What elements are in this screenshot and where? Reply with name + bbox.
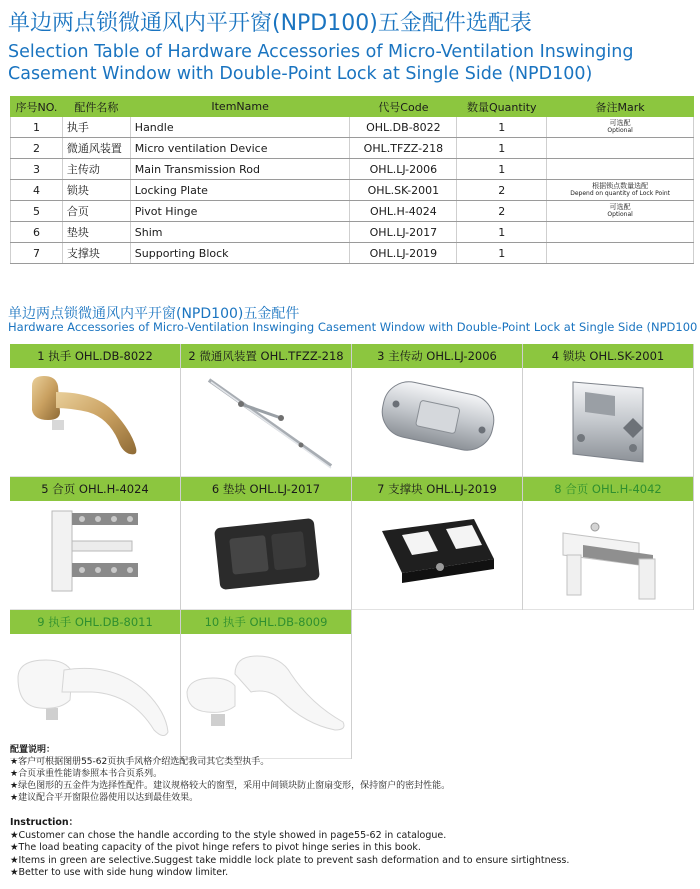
row-no: 3 [11,159,63,180]
row-no: 6 [11,222,63,243]
row-code: OHL.LJ-2017 [350,222,457,243]
row-no: 2 [11,138,63,159]
gallery-row-1 [10,344,694,477]
gallery-cell-5 [10,477,181,610]
row-no: 7 [11,243,63,264]
row-mark-zh: 根据锁点数量选配 [592,182,649,190]
notes-zh-heading: 配置说明： [10,745,56,755]
selection-table [10,96,694,264]
gallery-label-7: 7 支撑块 OHL.LJ-2019 [352,477,522,501]
notes-zh-line: ★客户可根据图册55-62页执手风格介绍选配我司其它类型执手。 [10,757,270,767]
row-mark [547,243,694,264]
header-item-name: ItemName [130,97,350,117]
row-name-zh: 锁块 [62,180,130,201]
notes-en-line: ★The load beating capacity of the pivot hinge refers to pivot hinge series in this book. [10,842,421,853]
ventilation-device-image [181,368,351,477]
gallery-label-6: 6 垫块 OHL.LJ-2017 [181,477,351,501]
gallery-cell-6 [181,477,352,610]
row-mark [547,117,694,138]
notes-en-line: ★Items in green are selective.Suggest take middle lock plate to prevent sash deformation and to ensure sirtightness. [10,854,570,866]
gallery-label-5: 5 合页 OHL.H-4024 [10,477,180,501]
table-header-row [11,97,694,117]
row-code: OHL.TFZZ-218 [350,138,457,159]
header-name-zh: 配件名称 [62,97,130,117]
notes-en-heading: Instruction： [10,817,79,828]
row-code: OHL.LJ-2019 [350,243,457,264]
white-hinge-image [523,501,693,610]
notes-en-line: ★Customer can chose the handle according to the style showed in page55-62 in catalogue. [10,829,447,841]
gallery-label-3: 3 主传动 OHL.LJ-2006 [352,344,522,368]
row-code: OHL.LJ-2006 [350,159,457,180]
row-mark-en: Optional [607,127,633,134]
row-quantity: 1 [457,159,547,180]
row-name-zh: 合页 [62,201,130,222]
row-mark-en: Depend on quantity of Lock Point [570,190,671,197]
gallery-label-2: 2 微通风装置 OHL.TFZZ-218 [181,344,351,368]
header-mark: 备注Mark [547,97,694,117]
notes-zh-line: ★绿色图形的五金件为选择性配件。建议规格较大的窗型，采用中间锁块防止窗扇变形，保持窗户的密封性能。 [10,781,451,791]
row-mark-zh: 可选配 [609,203,631,211]
gallery-label-8: 8 合页 OHL.H-4042 [523,477,693,501]
table-row [11,180,694,201]
gallery-row-3 [10,610,694,759]
row-name-en: Locking Plate [130,180,350,201]
accessory-gallery [10,344,694,759]
header-quantity: 数量Quantity [457,97,547,117]
row-quantity: 1 [457,138,547,159]
row-mark [547,159,694,180]
table-row [11,138,694,159]
row-mark [547,201,694,222]
row-name-zh: 主传动 [62,159,130,180]
header-no: 序号NO. [11,97,63,117]
row-no: 5 [11,201,63,222]
table-row [11,201,694,222]
gallery-cell-1 [10,344,181,477]
gallery-label-10: 10 执手 OHL.DB-8009 [181,610,351,634]
gallery-cell-2 [181,344,352,477]
instruction-notes-en [10,817,569,880]
notes-en-line: ★Better to use with side hung window limiter. [10,867,229,878]
pivot-hinge-image [10,501,180,610]
gallery-cell-7 [352,477,523,610]
row-no: 4 [11,180,63,201]
row-name-zh: 微通风装置 [62,138,130,159]
row-quantity: 2 [457,180,547,201]
row-code: OHL.H-4024 [350,201,457,222]
page-title-en: Selection Table of Hardware Accessories of Micro-Ventilation Inswinging Casement Window with Double-Point Lock at Single Side (NPD100) [8,42,634,84]
row-code: OHL.DB-8022 [350,117,457,138]
locking-plate-image [523,368,693,477]
supporting-block-image [352,501,522,610]
table-row [11,243,694,264]
white-handle-image [10,634,180,759]
row-quantity: 1 [457,117,547,138]
gallery-label-9: 9 执手 OHL.DB-8011 [10,610,180,634]
gallery-cell-8 [523,477,694,610]
row-name-en: Handle [130,117,350,138]
gallery-cell-3 [352,344,523,477]
notes-zh-line: ★合页承重性能请参照本书合页系列。 [10,769,163,779]
transmission-rod-image [352,368,522,477]
gallery-cell-10 [181,610,352,759]
row-mark-en: Optional [607,211,633,218]
notes-zh-line: ★建议配合平开窗限位器使用以达到最佳效果。 [10,793,199,803]
section-title-en: Hardware Accessories of Micro-Ventilation Inswinging Casement Window with Double-Point Lock at Single Side (NPD100 [8,320,698,334]
table-row [11,222,694,243]
row-mark [547,180,694,201]
shim-image [181,501,351,610]
config-notes-zh [10,744,450,804]
row-mark [547,138,694,159]
table-row [11,159,694,180]
gallery-cell-9 [10,610,181,759]
row-name-en: Main Transmission Rod [130,159,350,180]
row-name-en: Shim [130,222,350,243]
gallery-label-4: 4 锁块 OHL.SK-2001 [523,344,693,368]
row-name-en: Pivot Hinge [130,201,350,222]
table-row [11,117,694,138]
gallery-cell-4 [523,344,694,477]
row-mark [547,222,694,243]
row-name-en: Micro ventilation Device [130,138,350,159]
gold-handle-image [10,368,180,477]
row-name-en: Supporting Block [130,243,350,264]
row-quantity: 1 [457,243,547,264]
gallery-row-2 [10,477,694,610]
section-title-zh: 单边两点锁微通风内平开窗(NPD100)五金配件 [8,306,300,322]
page-title-zh: 单边两点锁微通风内平开窗(NPD100)五金配件选配表 [8,11,532,36]
row-name-zh: 垫块 [62,222,130,243]
row-name-zh: 支撑块 [62,243,130,264]
row-quantity: 1 [457,222,547,243]
row-code: OHL.SK-2001 [350,180,457,201]
gallery-label-1: 1 执手 OHL.DB-8022 [10,344,180,368]
header-code: 代号Code [350,97,457,117]
row-quantity: 2 [457,201,547,222]
row-mark-zh: 可选配 [609,119,631,127]
white-handle-image [181,634,351,759]
row-name-zh: 执手 [62,117,130,138]
row-no: 1 [11,117,63,138]
